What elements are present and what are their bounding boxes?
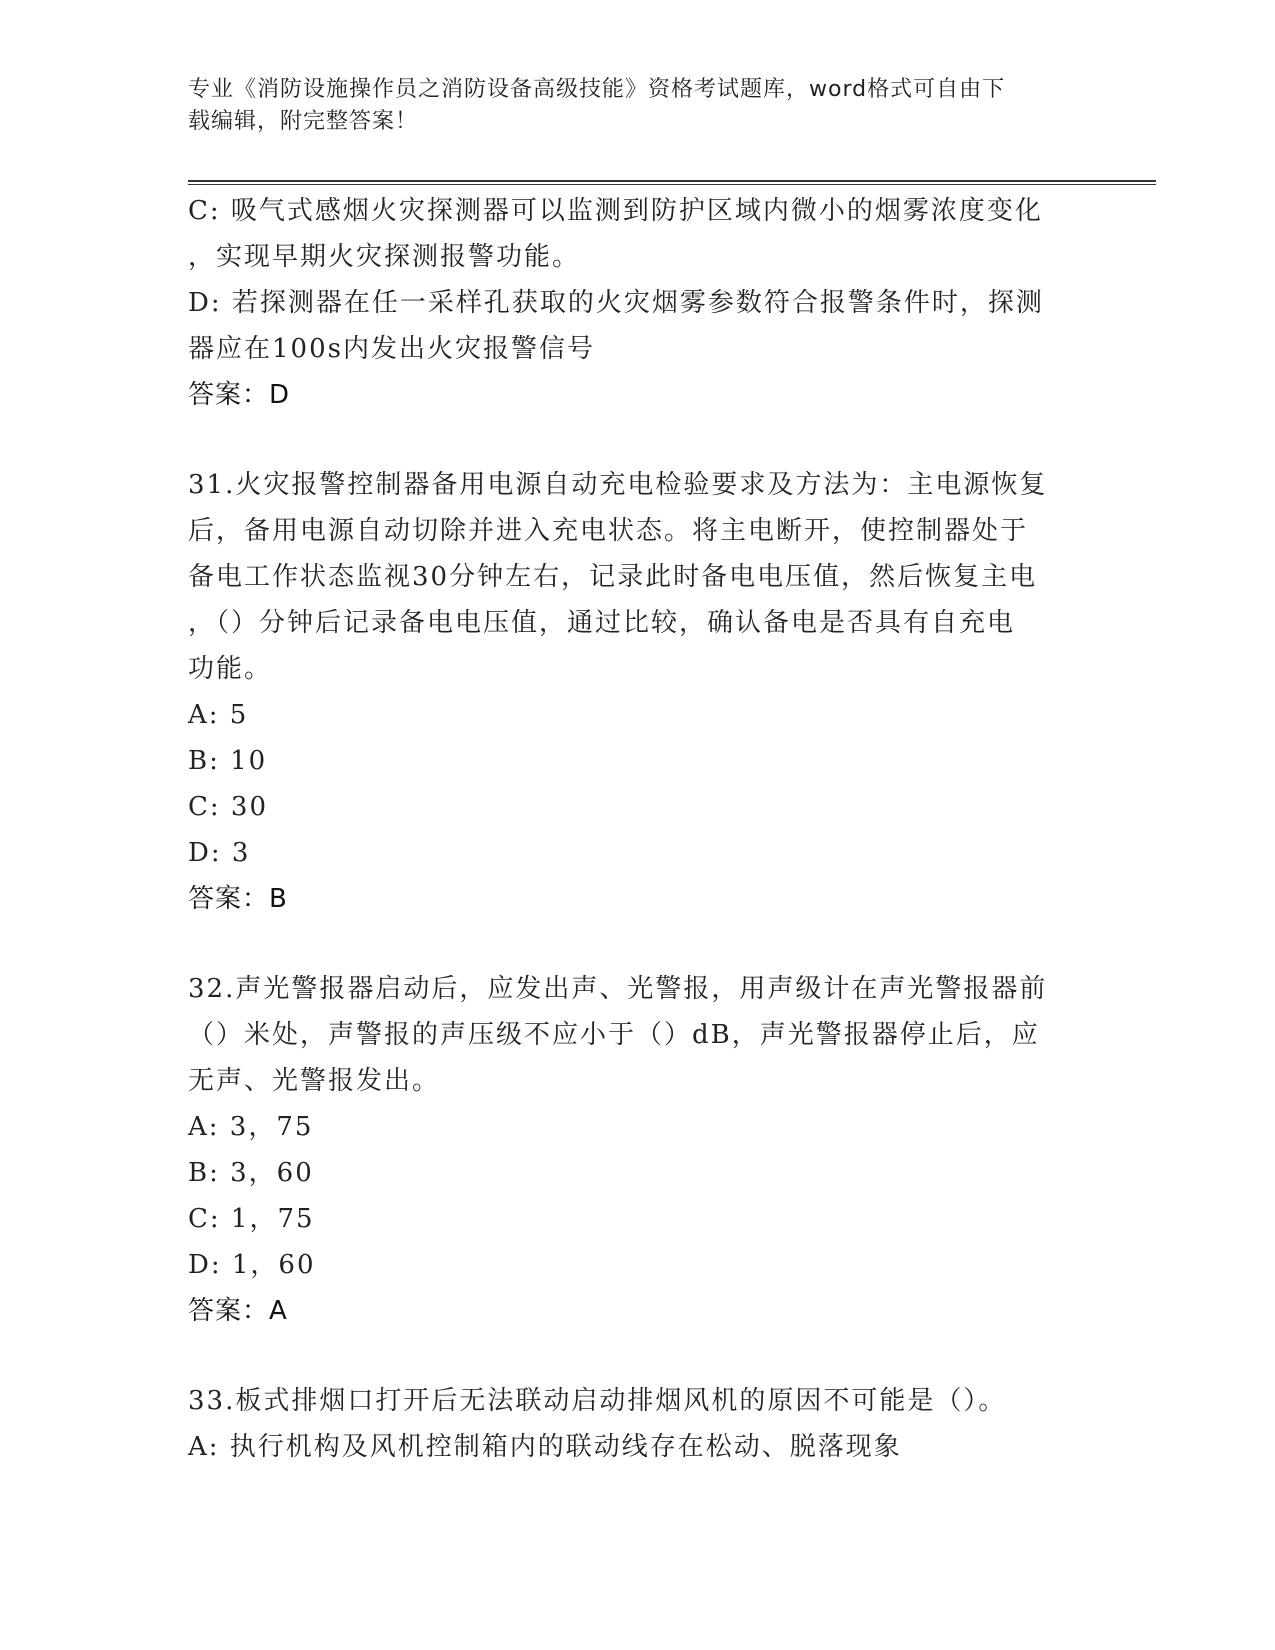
document-header (188, 74, 1068, 138)
header-rule-thin (188, 184, 1156, 185)
option-c-continued: ，实现早期火灾探测报警功能。 (188, 242, 581, 272)
option-d: D: 1，60 (188, 1250, 316, 1280)
option-d-continued: 器应在100s内发出火灾报警信号 (188, 334, 595, 364)
question-32 (188, 966, 1088, 1334)
question-text: 无声、光警报发出。 (188, 1066, 441, 1096)
question-text: 后，备用电源自动切除并进入充电状态。将主电断开，使控制器处于 (188, 516, 1029, 546)
spacer (188, 418, 1088, 462)
question-30-tail (188, 188, 1088, 418)
header-rule-thick (188, 180, 1156, 182)
option-b: B: 10 (188, 746, 268, 776)
answer-line: 答案：A (188, 1296, 288, 1326)
question-text: 32.声光警报器启动后，应发出声、光警报，用声级计在声光警报器前 (188, 974, 1048, 1004)
document-body (188, 188, 1088, 1470)
question-text: （）米处，声警报的声压级不应小于（）dB，声光警报器停止后，应 (188, 1020, 1040, 1050)
option-a: A: 3，75 (188, 1112, 314, 1142)
question-text: 备电工作状态监视30分钟左右，记录此时备电电压值，然后恢复主电 (188, 562, 1038, 592)
option-d: D: 3 (188, 838, 251, 868)
question-text: 功能。 (188, 654, 273, 684)
spacer (188, 922, 1088, 966)
question-text: 31.火灾报警控制器备用电源自动充电检验要求及方法为：主电源恢复 (188, 470, 1048, 500)
option-b: B: 3，60 (188, 1158, 314, 1188)
answer-line: 答案：B (188, 884, 288, 914)
option-a: A: 5 (188, 700, 249, 730)
question-33 (188, 1378, 1088, 1470)
option-c: C: 吸气式感烟火灾探测器可以监测到防护区域内微小的烟雾浓度变化 (188, 196, 1043, 226)
spacer (188, 1334, 1088, 1378)
answer-line: 答案：D (188, 380, 291, 410)
header-line-1: 专业《消防设施操作员之消防设备高级技能》资格考试题库，word格式可自由下 (188, 77, 1006, 102)
option-c: C: 1，75 (188, 1204, 315, 1234)
question-text: 33.板式排烟口打开后无法联动启动排烟风机的原因不可能是（）。 (188, 1386, 1007, 1416)
option-c: C: 30 (188, 792, 269, 822)
question-text: ，（）分钟后记录备电电压值，通过比较，确认备电是否具有自充电 (188, 608, 1016, 638)
option-a: A: 执行机构及风机控制箱内的联动线存在松动、脱落现象 (188, 1432, 902, 1462)
header-line-2: 载编辑，附完整答案！ (188, 109, 419, 134)
question-31 (188, 462, 1088, 922)
option-d: D: 若探测器在任一采样孔获取的火灾烟雾参数符合报警条件时，探测 (188, 288, 1044, 318)
